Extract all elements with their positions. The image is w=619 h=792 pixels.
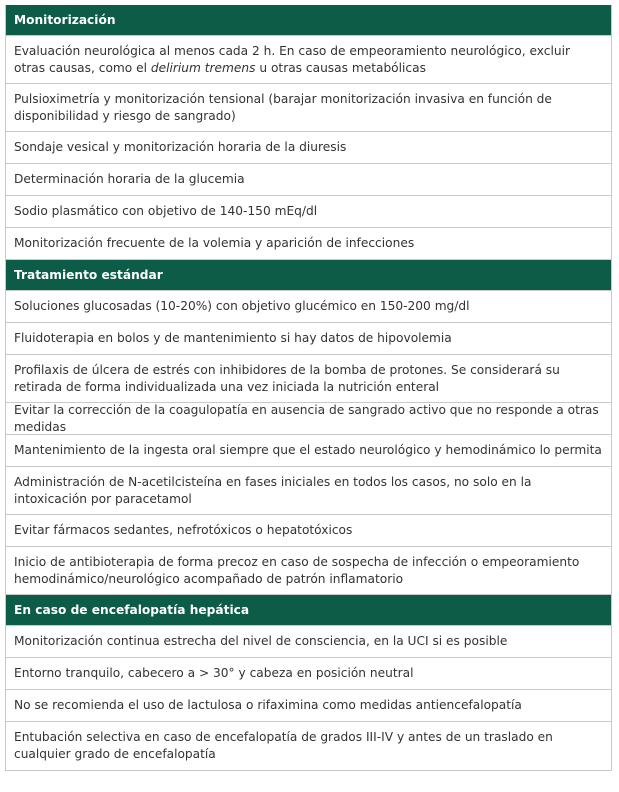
section-header-encefalopatia-hepatica: En caso de encefalopatía hepática	[6, 595, 611, 626]
table-row	[6, 196, 611, 228]
table-row	[6, 84, 611, 132]
row-text: Sodio plasmático con objetivo de 140-150 mEq/dl	[14, 204, 318, 218]
row-text: Entorno tranquilo, cabecero a > 30° y cabeza en posición neutral	[14, 666, 414, 680]
row-text: Inicio de antibioterapia de forma precoz en caso de sospecha de infección o empeoramiento hemodinámico/neurológico acompañado de patrón inflamatorio	[14, 554, 580, 586]
row-text: Evitar fármacos sedantes, nefrotóxicos o hepatotóxicos	[14, 523, 353, 537]
row-text: No se recomienda el uso de lactulosa o rifaximina como medidas antiencefalopatía	[14, 698, 522, 712]
row-text: Fluidoterapia en bolos y de mantenimiento si hay datos de hipovolemia	[14, 331, 452, 345]
table-row	[6, 36, 611, 84]
section-header-monitorizacion: Monitorización	[6, 5, 611, 36]
table-row	[6, 626, 611, 658]
row-text: Administración de N-acetilcisteína en fases iniciales en todos los casos, no solo en la intoxicación por paracetamol	[14, 474, 532, 506]
row-text: Profilaxis de úlcera de estrés con inhibidores de la bomba de protones. Se considerará su retirada de forma individualizada una vez iniciada la nutrición enteral	[14, 362, 560, 394]
row-text: Mantenimiento de la ingesta oral siempre que el estado neurológico y hemodinámico lo permita	[14, 443, 602, 457]
row-text: Evitar la corrección de la coagulopatía en ausencia de sangrado activo que no responde a otras medidas	[14, 402, 599, 434]
table-row	[6, 164, 611, 196]
row-text: Monitorización continua estrecha del nivel de consciencia, en la UCI si es posible	[14, 634, 508, 648]
table-row	[6, 228, 611, 260]
table-row	[6, 403, 611, 435]
row-text: Determinación horaria de la glucemia	[14, 172, 245, 186]
recommendations-table	[5, 5, 612, 771]
table-row	[6, 435, 611, 467]
row-text: Soluciones glucosadas (10-20%) con objetivo glucémico en 150-200 mg/dl	[14, 299, 470, 313]
table-row	[6, 132, 611, 164]
table-row	[6, 467, 611, 515]
table-row	[6, 658, 611, 690]
table-row	[6, 355, 611, 403]
table-row	[6, 690, 611, 722]
table-row	[6, 515, 611, 547]
table-row	[6, 291, 611, 323]
table-row	[6, 323, 611, 355]
table-row	[6, 722, 611, 770]
section-header-tratamiento-estandar: Tratamiento estándar	[6, 260, 611, 291]
row-text: Monitorización frecuente de la volemia y aparición de infecciones	[14, 236, 415, 250]
row-text: Sondaje vesical y monitorización horaria de la diuresis	[14, 140, 347, 154]
row-text: Pulsioximetría y monitorización tensional (barajar monitorización invasiva en función de disponibilidad y riesgo de sangrado)	[14, 91, 552, 123]
row-text: Entubación selectiva en caso de encefalopatía de grados III-IV y antes de un traslado en cualquier grado de encefalopatía	[14, 730, 553, 761]
table-row	[6, 547, 611, 595]
row-text: Evaluación neurológica al menos cada 2 h. En caso de empeoramiento neurológico, excluir otras causas, como el delirium tremens u otras causas metabólicas	[14, 43, 571, 75]
